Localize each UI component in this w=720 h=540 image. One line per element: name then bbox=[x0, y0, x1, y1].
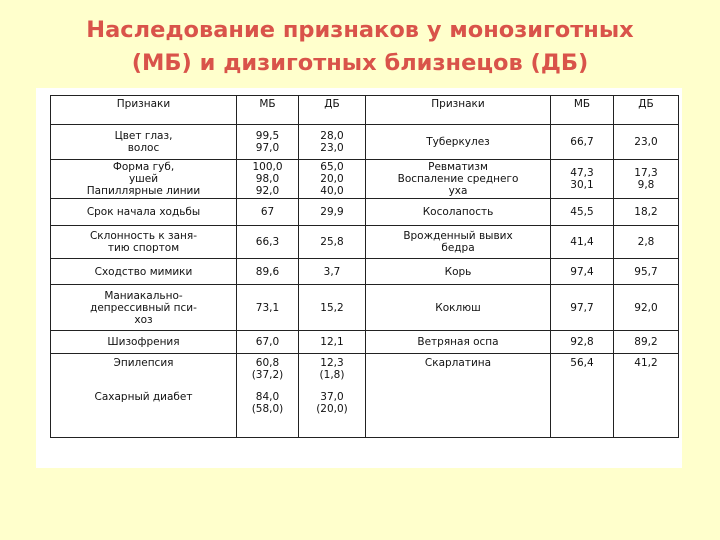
mb-cell: 97,4 bbox=[551, 259, 614, 285]
header-mb-right: МБ bbox=[551, 96, 614, 125]
mb-cell: 66,3 bbox=[237, 226, 299, 259]
table-row bbox=[51, 285, 679, 331]
db-cell: 17,3 9,8 bbox=[614, 160, 679, 199]
trait-cell: Туберкулез bbox=[366, 125, 551, 160]
mb-cell: 89,6 bbox=[237, 259, 299, 285]
trait-cell: Косолапость bbox=[366, 199, 551, 226]
db-cell: 95,7 bbox=[614, 259, 679, 285]
trait-cell: Шизофрения bbox=[51, 331, 237, 354]
db-cell: 25,8 bbox=[299, 226, 366, 259]
table-row bbox=[51, 354, 679, 438]
table-row bbox=[51, 226, 679, 259]
trait-cell: Эпилепсия Сахарный диабет bbox=[51, 354, 237, 438]
db-cell: 2,8 bbox=[614, 226, 679, 259]
header-db-right: ДБ bbox=[614, 96, 679, 125]
mb-cell: 97,7 bbox=[551, 285, 614, 331]
trait-cell: Корь bbox=[366, 259, 551, 285]
mb-cell: 67 bbox=[237, 199, 299, 226]
db-cell: 65,0 20,0 40,0 bbox=[299, 160, 366, 199]
trait-cell: Ревматизм Воспаление среднего уха bbox=[366, 160, 551, 199]
db-cell: 3,7 bbox=[299, 259, 366, 285]
title-line-2: (МБ) и дизиготных близнецов (ДБ) bbox=[131, 50, 589, 76]
twins-table bbox=[50, 95, 679, 438]
mb-cell: 56,4 bbox=[551, 354, 614, 438]
table-row bbox=[51, 199, 679, 226]
db-cell: 29,9 bbox=[299, 199, 366, 226]
header-db-left: ДБ bbox=[299, 96, 366, 125]
mb-cell: 41,4 bbox=[551, 226, 614, 259]
slide-title bbox=[0, 14, 720, 80]
trait-cell: Коклюш bbox=[366, 285, 551, 331]
header-mb-left: МБ bbox=[237, 96, 299, 125]
db-cell: 18,2 bbox=[614, 199, 679, 226]
trait-cell: Цвет глаз, волос bbox=[51, 125, 237, 160]
trait-cell: Маниакально- депрессивный пси- хоз bbox=[51, 285, 237, 331]
header-row bbox=[51, 96, 679, 125]
mb-cell: 99,5 97,0 bbox=[237, 125, 299, 160]
trait-cell: Форма губ, ушей Папиллярные линии bbox=[51, 160, 237, 199]
mb-cell: 92,8 bbox=[551, 331, 614, 354]
db-cell: 28,0 23,0 bbox=[299, 125, 366, 160]
table-row bbox=[51, 331, 679, 354]
db-cell: 89,2 bbox=[614, 331, 679, 354]
header-trait-right: Признаки bbox=[366, 96, 551, 125]
trait-cell: Скарлатина bbox=[366, 354, 551, 438]
db-cell: 15,2 bbox=[299, 285, 366, 331]
db-cell: 12,3 (1,8) 37,0 (20,0) bbox=[299, 354, 366, 438]
mb-cell: 66,7 bbox=[551, 125, 614, 160]
table-image bbox=[36, 88, 682, 468]
db-cell: 12,1 bbox=[299, 331, 366, 354]
db-cell: 41,2 bbox=[614, 354, 679, 438]
trait-cell: Срок начала ходьбы bbox=[51, 199, 237, 226]
table-row bbox=[51, 160, 679, 199]
trait-cell: Врожденный вывих бедра bbox=[366, 226, 551, 259]
header-trait-left: Признаки bbox=[51, 96, 237, 125]
title-line-1: Наследование признаков у монозиготных bbox=[86, 17, 634, 43]
table-row bbox=[51, 259, 679, 285]
db-cell: 92,0 bbox=[614, 285, 679, 331]
mb-cell: 45,5 bbox=[551, 199, 614, 226]
trait-cell: Сходство мимики bbox=[51, 259, 237, 285]
mb-cell: 47,3 30,1 bbox=[551, 160, 614, 199]
db-cell: 23,0 bbox=[614, 125, 679, 160]
trait-cell: Склонность к заня- тию спортом bbox=[51, 226, 237, 259]
trait-cell: Ветряная оспа bbox=[366, 331, 551, 354]
mb-cell: 67,0 bbox=[237, 331, 299, 354]
mb-cell: 60,8 (37,2) 84,0 (58,0) bbox=[237, 354, 299, 438]
mb-cell: 73,1 bbox=[237, 285, 299, 331]
mb-cell: 100,0 98,0 92,0 bbox=[237, 160, 299, 199]
table-row bbox=[51, 125, 679, 160]
